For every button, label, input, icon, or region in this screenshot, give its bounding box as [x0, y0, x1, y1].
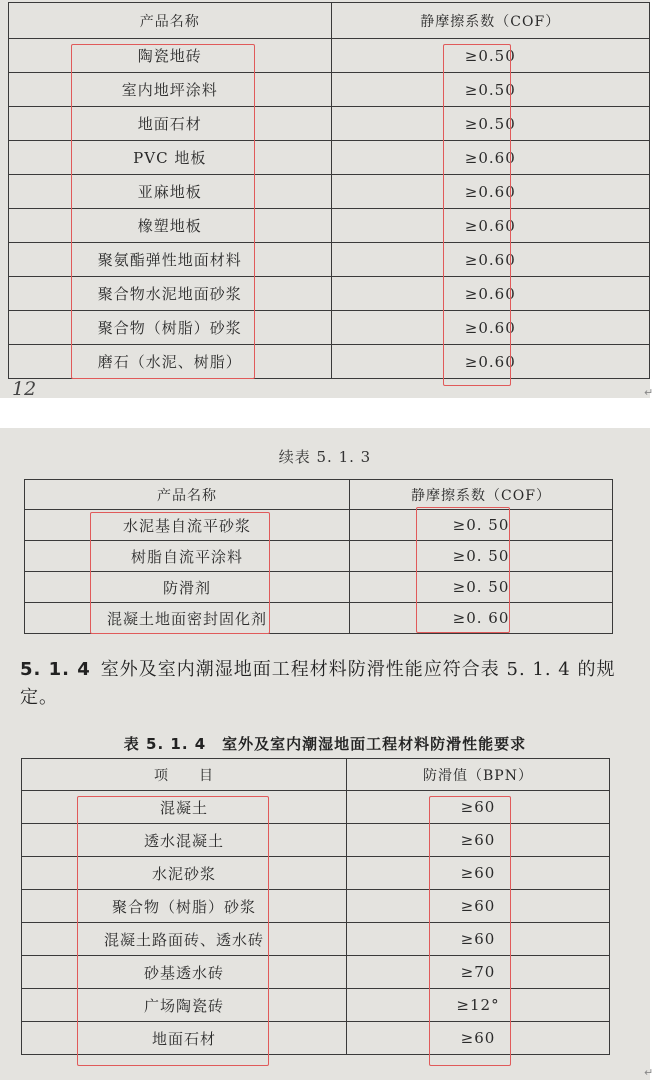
row-value: ≥0.60 — [331, 243, 650, 277]
header-product-name: 产品名称 — [25, 480, 350, 510]
row-name: 聚合物水泥地面砂浆 — [9, 277, 332, 311]
row-name: PVC 地板 — [9, 141, 332, 175]
row-value: ≥0. 50 — [350, 510, 613, 541]
table-5-1-4-caption: 表 5. 1. 4 室外及室内潮湿地面工程材料防滑性能要求 — [123, 735, 527, 753]
row-name: 聚合物（树脂）砂浆 — [9, 311, 332, 345]
row-name: 室内地坪涂料 — [9, 73, 332, 107]
row-value: ≥0.60 — [331, 311, 650, 345]
row-value: ≥0. 60 — [350, 603, 613, 634]
row-name: 透水混凝土 — [22, 824, 347, 857]
row-value: ≥0. 50 — [350, 541, 613, 572]
clause-5-1-4 — [20, 656, 645, 712]
highlight-box-values — [429, 796, 511, 1066]
page-number: 12 — [12, 378, 37, 398]
document-photo-2 — [0, 428, 650, 1080]
row-value: ≥60 — [347, 791, 610, 824]
row-value: ≥60 — [347, 923, 610, 956]
header-bpn: 防滑值（BPN） — [347, 759, 610, 791]
continued-table-caption: 续表 5. 1. 3 — [278, 448, 372, 466]
row-value: ≥60 — [347, 890, 610, 923]
row-value: ≥0.50 — [331, 107, 650, 141]
header-item: 项 目 — [22, 759, 347, 791]
row-name: 聚氨酯弹性地面材料 — [9, 243, 332, 277]
table-header-row — [25, 480, 613, 510]
clause-text: 室外及室内潮湿地面工程材料防滑性能应符合表 5. 1. 4 的规定。 — [20, 659, 616, 708]
highlight-box-names — [90, 512, 270, 634]
row-name: 磨石（水泥、树脂） — [9, 345, 332, 379]
row-name: 树脂自流平涂料 — [25, 541, 350, 572]
row-value: ≥0.60 — [331, 277, 650, 311]
row-name: 水泥砂浆 — [22, 857, 347, 890]
highlight-box-values — [443, 44, 511, 386]
row-name: 混凝土路面砖、透水砖 — [22, 923, 347, 956]
header-cof: 静摩擦系数（COF） — [331, 3, 650, 39]
row-name: 亚麻地板 — [9, 175, 332, 209]
row-value: ≥0. 50 — [350, 572, 613, 603]
row-name: 橡塑地板 — [9, 209, 332, 243]
row-name: 混凝土 — [22, 791, 347, 824]
highlight-box-names — [77, 796, 269, 1066]
highlight-box-values — [416, 507, 510, 633]
table-header-row — [22, 759, 610, 791]
row-value: ≥0.60 — [331, 175, 650, 209]
header-cof: 静摩擦系数（COF） — [350, 480, 613, 510]
table-header-row — [9, 3, 650, 39]
row-name: 砂基透水砖 — [22, 956, 347, 989]
row-value: ≥12° — [347, 989, 610, 1022]
row-value: ≥0.60 — [331, 345, 650, 379]
highlight-box-names — [71, 44, 255, 379]
row-value: ≥0.60 — [331, 141, 650, 175]
row-name: 广场陶瓷砖 — [22, 989, 347, 1022]
row-name: 地面石材 — [9, 107, 332, 141]
row-name: 防滑剂 — [25, 572, 350, 603]
header-product-name: 产品名称 — [9, 3, 332, 39]
row-value: ≥60 — [347, 1022, 610, 1055]
row-value: ≥0.50 — [331, 39, 650, 73]
row-name: 水泥基自流平砂浆 — [25, 510, 350, 541]
clause-number: 5. 1. 4 — [20, 659, 91, 680]
page-edge-mark: ↵ — [644, 386, 654, 399]
row-value: ≥0.60 — [331, 209, 650, 243]
row-name: 地面石材 — [22, 1022, 347, 1055]
document-photo-1 — [0, 0, 650, 398]
row-value: ≥60 — [347, 824, 610, 857]
row-value: ≥60 — [347, 857, 610, 890]
page-edge-mark: ↵ — [644, 1066, 654, 1079]
row-name: 陶瓷地砖 — [9, 39, 332, 73]
row-value: ≥0.50 — [331, 73, 650, 107]
row-value: ≥70 — [347, 956, 610, 989]
row-name: 混凝土地面密封固化剂 — [25, 603, 350, 634]
row-name: 聚合物（树脂）砂浆 — [22, 890, 347, 923]
